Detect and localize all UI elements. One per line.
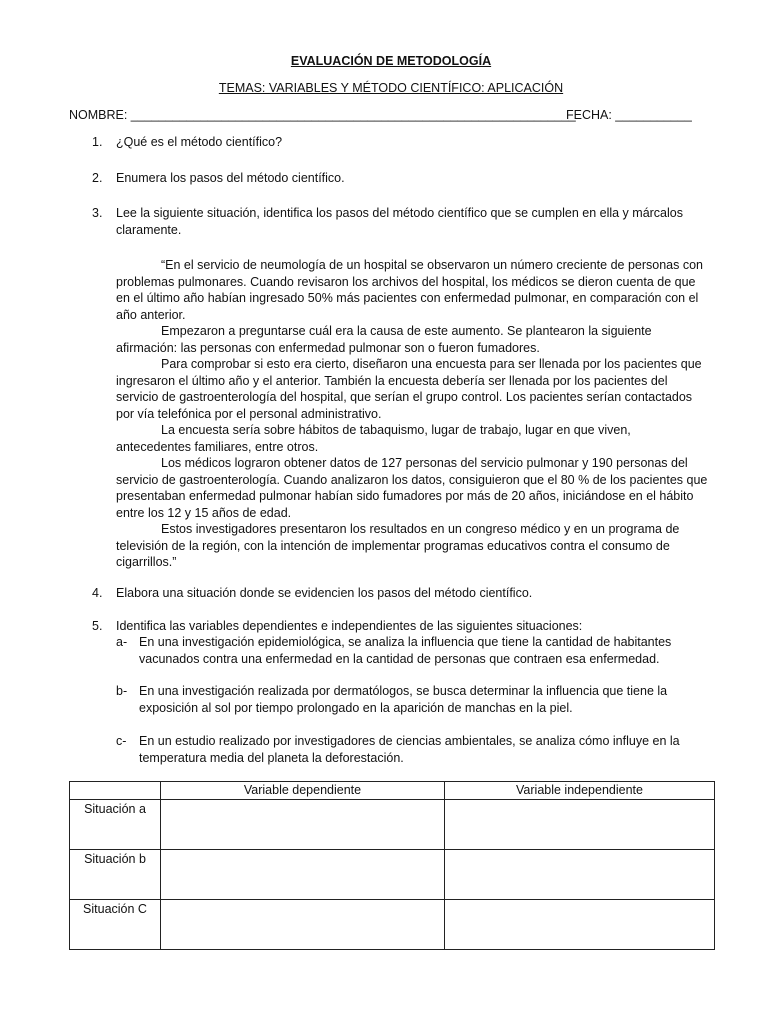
question-3 <box>92 205 712 238</box>
story-paragraph: Los médicos lograron obtener datos de 127 personas del servicio pulmonar y 190 personas del servicio de gastroenterología. Cuando analizaron los datos, consiguieron que el 80 % de los pacientes que presentaban enfermedad pulmonar habían sido fumadores por más de 20 años, iniciándose en el hábito entre los 12 y 15 años de edad. <box>116 456 708 520</box>
situation-label: c- <box>116 734 127 748</box>
question-1 <box>92 134 712 151</box>
situation-text: En una investigación epidemiológica, se analiza la influencia que tiene la cantidad de habitantes vacunados contra una enfermedad en la cantidad de personas que contraen esa enfermedad. <box>139 635 672 666</box>
story-paragraph: Para comprobar si esto era cierto, diseñaron una encuesta para ser llenada por los pacientes que ingresaron el último año y el anterior. También la encuesta debería ser llenada por los pacientes del servicio de gastroenterología del hospital, que serían el grupo control. Los pacientes serían contactados por vía telefónica por el personal administrativo. <box>116 357 702 421</box>
variables-table <box>69 781 715 950</box>
situation-text: En una investigación realizada por dermatólogos, se busca determinar la influencia que tiene la exposición al sol por tiempo prolongado en la aparición de manchas en la piel. <box>139 684 668 715</box>
situation-story <box>116 257 708 571</box>
situation-b <box>116 683 706 716</box>
table-row <box>70 849 715 899</box>
story-paragraph: Empezaron a preguntarse cuál era la causa de este aumento. Se plantearon la siguiente afirmación: las personas con enfermedad pulmonar son o fueron fumadores. <box>116 324 652 355</box>
question-2 <box>92 170 712 187</box>
situation-a <box>116 634 706 667</box>
question-text: Enumera los pasos del método científico. <box>116 171 345 185</box>
question-text: Elabora una situación donde se evidencien los pasos del método científico. <box>116 586 533 600</box>
table-row <box>70 899 715 949</box>
row-label: Situación C <box>70 899 161 949</box>
question-text: ¿Qué es el método científico? <box>116 135 283 149</box>
table-header-empty <box>70 782 161 800</box>
question-5 <box>92 618 712 635</box>
document-title: EVALUACIÓN DE METODOLOGÍA <box>290 54 492 68</box>
table-header-independent: Variable independiente <box>445 782 715 800</box>
table-header-dependent: Variable dependiente <box>161 782 445 800</box>
question-4 <box>92 585 712 602</box>
answer-cell-dependent[interactable] <box>161 799 445 849</box>
story-paragraph: La encuesta sería sobre hábitos de tabaquismo, lugar de trabajo, lugar en que viven, antecedentes familiares, entre otros. <box>116 423 631 454</box>
question-number: 1. <box>92 135 103 149</box>
question-number: 3. <box>92 206 103 220</box>
story-paragraph: “En el servicio de neumología de un hospital se observaron un número creciente de personas con problemas pulmonares. Cuando revisaron los archivos del hospital, los médicos se dieron cuenta de que en el último año habían ingresado 50% más pacientes con enfermedad pulmonar, en comparación con el año anterior. <box>116 258 703 322</box>
situation-c <box>116 733 706 766</box>
document-subtitle: TEMAS: VARIABLES Y MÉTODO CIENTÍFICO: APLICACIÓN <box>218 81 564 95</box>
question-text: Identifica las variables dependientes e independientes de las siguientes situaciones: <box>116 619 583 633</box>
name-date-row <box>69 107 719 124</box>
question-number: 5. <box>92 619 103 633</box>
name-field: NOMBRE: ________________________________________________________________ <box>69 108 576 122</box>
date-field: FECHA: ___________ <box>566 108 692 122</box>
story-paragraph: Estos investigadores presentaron los resultados en un congreso médico y en un programa de televisión de la región, con la intención de implementar programas educativos contra el consumo de cigarrillos.” <box>116 522 680 569</box>
situation-label: a- <box>116 635 128 649</box>
question-number: 4. <box>92 586 103 600</box>
answer-cell-independent[interactable] <box>445 849 715 899</box>
question-number: 2. <box>92 171 103 185</box>
answer-cell-independent[interactable] <box>445 899 715 949</box>
question-text: Lee la siguiente situación, identifica los pasos del método científico que se cumplen en ella y márcalos claramente. <box>116 206 683 237</box>
answer-cell-dependent[interactable] <box>161 899 445 949</box>
answer-cell-dependent[interactable] <box>161 849 445 899</box>
row-label: Situación a <box>70 799 161 849</box>
situation-label: b- <box>116 684 128 698</box>
table-row <box>70 799 715 849</box>
row-label: Situación b <box>70 849 161 899</box>
situation-text: En un estudio realizado por investigadores de ciencias ambientales, se analiza cómo influye en la temperatura media del planeta la deforestación. <box>139 734 680 765</box>
answer-cell-independent[interactable] <box>445 799 715 849</box>
